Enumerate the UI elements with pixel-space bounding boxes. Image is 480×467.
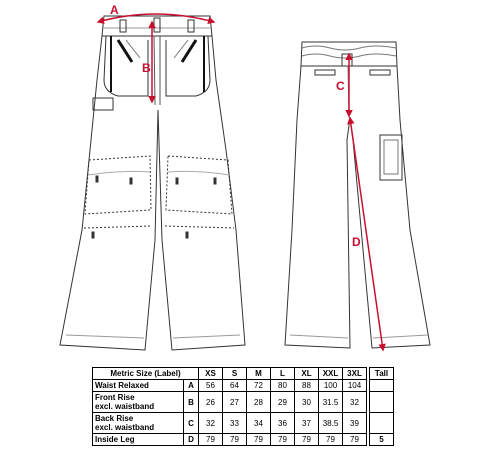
row-name-line: excl. waistband — [95, 423, 155, 432]
row-name — [93, 434, 184, 446]
row-value: 28 — [247, 392, 271, 413]
measurements — [98, 14, 383, 350]
back-outline — [285, 66, 430, 348]
row-value: 39 — [343, 413, 367, 434]
row-name — [93, 392, 184, 413]
front-right-knee-pad — [166, 156, 232, 214]
size-table — [92, 367, 394, 446]
row-value: 72 — [247, 380, 271, 392]
row-value: 37 — [295, 413, 319, 434]
row-tall-value: 5 — [370, 434, 394, 446]
back-view — [285, 42, 430, 348]
row-value: 38.5 — [319, 413, 343, 434]
measure-b-label: B — [142, 61, 151, 75]
row-value: 100 — [319, 380, 343, 392]
table-row — [93, 392, 394, 413]
row-tall-value — [370, 380, 394, 392]
row-tall-value — [370, 413, 394, 434]
row-letter: D — [184, 434, 199, 446]
row-tall-value — [370, 392, 394, 413]
table-row — [93, 380, 394, 392]
row-value: 32 — [199, 413, 223, 434]
row-value: 79 — [295, 434, 319, 446]
size-header-s: S — [223, 368, 247, 380]
row-value: 32 — [343, 392, 367, 413]
row-value: 79 — [319, 434, 343, 446]
row-letter: B — [184, 392, 199, 413]
size-header-label: Metric Size (Label) — [93, 368, 199, 380]
measure-a-label: A — [110, 3, 119, 17]
row-value: 36 — [271, 413, 295, 434]
measure-c-label: C — [336, 79, 345, 93]
row-value: 80 — [271, 380, 295, 392]
tall-header: Tall — [370, 368, 394, 380]
row-value: 29 — [271, 392, 295, 413]
row-name — [93, 380, 184, 392]
row-value: 64 — [223, 380, 247, 392]
row-value: 27 — [223, 392, 247, 413]
measure-d-arrow — [350, 118, 383, 350]
size-header-xxl: XXL — [319, 368, 343, 380]
row-value: 88 — [295, 380, 319, 392]
table-header-row — [93, 368, 394, 380]
row-value: 79 — [247, 434, 271, 446]
row-value: 79 — [271, 434, 295, 446]
row-name-line: Back Rise — [95, 414, 134, 423]
size-header-xl: XL — [295, 368, 319, 380]
row-value: 79 — [199, 434, 223, 446]
row-value: 30 — [295, 392, 319, 413]
row-value: 31.5 — [319, 392, 343, 413]
row-name-line: Waist Relaxed — [95, 381, 149, 390]
size-header-3xl: 3XL — [343, 368, 367, 380]
back-side-pocket — [380, 135, 402, 180]
row-name-line: excl. waistband — [95, 402, 155, 411]
size-header-xs: XS — [199, 368, 223, 380]
row-value: 79 — [343, 434, 367, 446]
row-letter: C — [184, 413, 199, 434]
row-value: 79 — [223, 434, 247, 446]
front-side-pocket — [93, 98, 113, 110]
table-row — [93, 413, 394, 434]
row-name — [93, 413, 184, 434]
measure-d-label: D — [352, 235, 361, 249]
row-name-line: Front Rise — [95, 393, 135, 402]
row-value: 26 — [199, 392, 223, 413]
front-waistband — [102, 16, 212, 36]
row-value: 33 — [223, 413, 247, 434]
row-value: 34 — [247, 413, 271, 434]
size-header-m: M — [247, 368, 271, 380]
front-left-knee-pad — [85, 156, 151, 214]
row-value: 56 — [199, 380, 223, 392]
row-letter: A — [184, 380, 199, 392]
row-name-line: Inside Leg — [95, 435, 135, 444]
table-row — [93, 434, 394, 446]
row-value: 104 — [343, 380, 367, 392]
size-header-l: L — [271, 368, 295, 380]
